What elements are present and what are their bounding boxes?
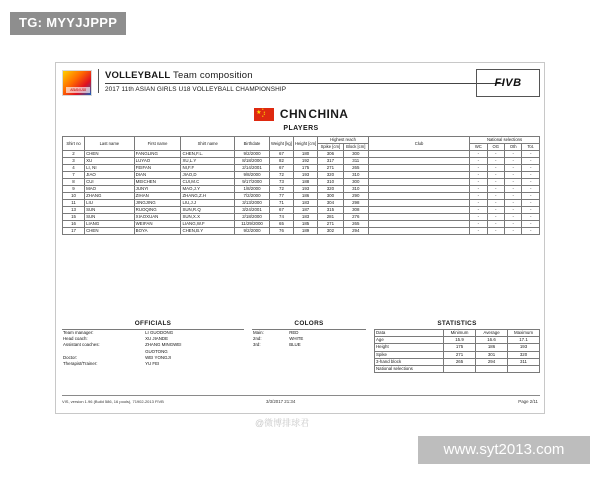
statistics-cell [444,366,476,373]
cell-last-name: MAO [85,186,135,193]
cell-tot: - [522,221,540,228]
statistics-cell [508,366,540,373]
cell-first-name: JINGJING [134,200,181,207]
cell-oth: - [504,186,521,193]
cell-shirt-name: LIANG,W.F [181,221,235,228]
cell-birthdate: 3/13/2000 [235,200,270,207]
cell-spike: 317 [318,158,343,165]
cell-shirt-no: 16 [63,221,85,228]
team-code: CHN [279,107,308,121]
cell-og: - [487,193,504,200]
col-spike: Spike [cm] [318,144,343,151]
cell-block: 300 [343,151,368,158]
cell-block: 310 [343,186,368,193]
cell-last-name: CUI [85,179,135,186]
cell-spike: 304 [318,200,343,207]
cell-height: 185 [293,221,317,228]
statistics-section [374,320,540,373]
table-row [63,200,540,207]
cell-last-name: XU [85,158,135,165]
cell-height: 183 [293,200,317,207]
cell-first-name: FEIFAN [134,165,181,172]
statistics-cell: 186 [476,344,508,351]
cell-shirt-no: 11 [63,200,85,207]
table-row [63,151,540,158]
cell-shirt-no: 7 [63,172,85,179]
cell-first-name: MEICHEN [134,179,181,186]
statistics-column-header: Average [476,330,508,337]
statistics-column-header: Data [375,330,444,337]
official-name-value: XU JIANDE [145,336,169,342]
header-title-main: VOLLEYBALL [105,70,171,81]
statistics-cell: 294 [476,358,508,365]
statistics-cell [476,366,508,373]
statistics-cell: 271 [444,351,476,358]
cell-height: 186 [293,193,317,200]
footer-timestamp: 3/3/2017 21:34 [266,399,296,404]
cell-wc: - [470,172,488,179]
document-header [62,69,540,99]
cell-club [368,186,469,193]
statistics-cell: 301 [476,351,508,358]
cell-shirt-no: 17 [63,228,85,235]
statistics-cell: 320 [508,351,540,358]
cell-wc: - [470,221,488,228]
cell-spike: 306 [318,151,343,158]
url-watermark: www.syt2013.com [418,436,590,464]
color-slot-label: 3rd: [253,342,261,348]
colors-title: COLORS [294,320,324,327]
cell-block: 290 [343,193,368,200]
cell-shirt-name: XU,L.Y [181,158,235,165]
cell-og: - [487,186,504,193]
cell-oth: - [504,179,521,186]
cell-tot: - [522,193,540,200]
players-table-group-header-row [63,137,540,144]
table-row [63,228,540,235]
cell-height: 187 [293,207,317,214]
cell-oth: - [504,151,521,158]
players-table [62,136,540,235]
flag-star-4: ★ [261,115,264,119]
cell-shirt-no: 9 [63,186,85,193]
cell-shirt-name: CHEN,F.L. [181,151,235,158]
cell-shirt-name: LIU,J.J [181,200,235,207]
statistics-cell: 17.1 [508,337,540,344]
cell-wc: - [470,165,488,172]
cell-weight: 71 [269,200,293,207]
cell-spike: 271 [318,221,343,228]
official-name-value: WEI YONGJI [145,354,171,360]
cell-spike: 315 [318,207,343,214]
official-name-value: GUOTONG [145,348,168,354]
cell-tot: - [522,179,540,186]
statistics-cell: 15.9 [444,337,476,344]
cell-height: 180 [293,151,317,158]
cell-club [368,228,469,235]
statistics-row-label: 3-hand block [375,358,444,365]
table-row [375,344,540,351]
cell-block: 276 [343,214,368,221]
cell-club [368,165,469,172]
statistics-cell: 311 [508,358,540,365]
cell-height: 193 [293,186,317,193]
col-shirt-no: Shirt no [63,137,85,151]
cell-shirt-no: 8 [63,179,85,186]
official-name-value: LI GUODONG [145,330,174,335]
header-divider [105,83,503,84]
color-slot-label: 2nd: [253,336,262,342]
cell-first-name: ZIHAN [134,193,181,200]
table-row [375,358,540,365]
cell-og: - [487,158,504,165]
statistics-row-label: Height [375,344,444,351]
cell-birthdate: 8/18/2000 [235,158,270,165]
cell-height: 175 [293,165,317,172]
statistics-table [374,329,540,373]
cell-og: - [487,228,504,235]
statistics-column-header: Minimum [444,330,476,337]
cell-wc: - [470,186,488,193]
list-item [252,342,366,348]
official-role-label: Doctor: [63,354,78,360]
statistics-cell: 16.6 [476,337,508,344]
team-composition-sheet [55,62,545,414]
fivb-logo-box [476,69,540,97]
header-title-line [105,69,502,81]
event-logo-icon [62,70,92,96]
cell-first-name: FANGLING [134,151,181,158]
statistics-title: STATISTICS [437,320,477,327]
cell-oth: - [504,193,521,200]
cell-shirt-no: 2 [63,151,85,158]
players-section-label: PLAYERS [283,125,319,132]
cell-first-name: XIAOXUAN [134,214,181,221]
cell-shirt-name: JIAO,D [181,172,235,179]
cell-wc: - [470,179,488,186]
cell-first-name: BOYA [134,228,181,235]
official-name-value: YU FEI [145,361,160,367]
event-logo-caption: ASIAN U18 [66,87,90,93]
china-flag-icon [254,108,274,121]
cell-last-name: ZHANG [85,193,135,200]
cell-block: 311 [343,158,368,165]
col-height: Height [cm] [293,137,317,151]
statistics-row-label: National selections [375,366,444,373]
cell-spike: 310 [318,179,343,186]
cell-last-name: LIU [85,200,135,207]
cell-club [368,207,469,214]
cell-spike: 302 [318,228,343,235]
cell-last-name: SUN [85,207,135,214]
cell-tot: - [522,158,540,165]
cell-height: 189 [293,228,317,235]
cell-og: - [487,221,504,228]
cell-shirt-name: ZHANG,Z.H [181,193,235,200]
cell-og: - [487,207,504,214]
cell-tot: - [522,186,540,193]
table-row [63,186,540,193]
header-title-sub: Team composition [173,70,253,81]
officials-section [62,320,244,367]
flag-star-2: ★ [263,110,266,114]
col-tot: Tot. [522,144,540,151]
list-item [252,330,366,337]
cell-first-name: RUOQING [134,207,181,214]
officials-title: OFFICIALS [134,320,172,327]
cell-tot: - [522,214,540,221]
cell-birthdate: 1/8/2000 [235,186,270,193]
players-table-body [63,151,540,235]
cell-birthdate: 7/2/2000 [235,193,270,200]
statistics-row-label: Age [375,337,444,344]
table-row [63,207,540,214]
cell-last-name: JIAO [85,172,135,179]
cell-block: 308 [343,207,368,214]
col-group-highest-reach: Highest reach [318,137,369,144]
footer-page-number: Page 2/11 [518,399,538,404]
flag-star-3: ★ [263,113,266,117]
cell-club [368,158,469,165]
cell-oth: - [504,172,521,179]
cell-wc: - [470,158,488,165]
cell-weight: 67 [269,165,293,172]
cell-weight: 65 [269,221,293,228]
table-row [63,172,540,179]
cell-last-name: SUN [85,214,135,221]
table-row [63,179,540,186]
cell-club [368,151,469,158]
cell-first-name: JUNYI [134,186,181,193]
statistics-column-header: Maximum [508,330,540,337]
official-role-label: Assistant coaches: [63,342,100,348]
cell-first-name: LUYAO [134,158,181,165]
table-row [375,337,540,344]
cell-height: 183 [293,214,317,221]
cell-weight: 67 [269,207,293,214]
statistics-cell: 265 [444,358,476,365]
table-row [63,158,540,165]
cell-shirt-name: CHEN,B.Y [181,228,235,235]
col-wc: WC [470,144,488,151]
team-name: CHINA [308,107,349,121]
cell-shirt-no: 13 [63,207,85,214]
official-name-value: ZHANG MINGWEI [145,342,182,348]
cell-oth: - [504,165,521,172]
cell-weight: 82 [269,158,293,165]
color-value: BLUE [289,342,301,348]
cell-og: - [487,179,504,186]
cell-last-name: LI, NI [85,165,135,172]
cell-height: 193 [293,172,317,179]
cell-wc: - [470,193,488,200]
cell-shirt-name: NI,F.F [181,165,235,172]
header-event-name: 2017 11th ASIAN GIRLS U18 VOLLEYBALL CHAMPIONSHIP [105,86,287,93]
fivb-logo: FIVB [494,77,522,89]
color-slot-label: Main: [253,330,264,335]
tg-watermark-badge: TG: MYYJJPPP [10,12,126,35]
flag-star-1: ★ [261,108,264,111]
colors-table [252,329,366,349]
cell-oth: - [504,158,521,165]
cell-club [368,200,469,207]
table-row [63,221,540,228]
col-shirt-name: Shirt name [181,137,235,151]
cell-weight: 72 [269,186,293,193]
cell-last-name: CHEN [85,228,135,235]
team-identity [56,107,546,121]
col-oth: Oth [504,144,521,151]
cell-last-name: CHEN [85,151,135,158]
cell-shirt-name: SUN,R.Q [181,207,235,214]
cell-weight: 73 [269,179,293,186]
col-weight: Weight [kg] [269,137,293,151]
cell-first-name: WEIFAN [134,221,181,228]
cell-oth: - [504,221,521,228]
flag-star-large: ★ [256,110,262,116]
cell-spike: 271 [318,165,343,172]
cell-birthdate: 9/8/2000 [235,172,270,179]
official-role-label: Head coach: [63,336,88,342]
cell-club [368,221,469,228]
cell-weight: 72 [269,172,293,179]
cell-oth: - [504,228,521,235]
cell-club [368,172,469,179]
col-club: Club [368,137,469,151]
cell-wc: - [470,214,488,221]
col-group-national-selections: National selections [470,137,540,144]
cell-wc: - [470,151,488,158]
cell-tot: - [522,165,540,172]
cell-weight: 67 [269,151,293,158]
cell-og: - [487,214,504,221]
table-row [63,214,540,221]
statistics-cell: 193 [508,344,540,351]
cell-weight: 74 [269,214,293,221]
official-role-label: Team manager: [63,330,94,335]
cell-block: 310 [343,172,368,179]
table-row [63,193,540,200]
cell-weight: 77 [269,193,293,200]
cell-shirt-no: 4 [63,165,85,172]
table-row [375,351,540,358]
official-role-label: Therapist/Trainer: [63,361,98,367]
cell-tot: - [522,207,540,214]
cell-og: - [487,151,504,158]
statistics-header-row [375,330,540,337]
col-og: OG [487,144,504,151]
cell-tot: - [522,200,540,207]
statistics-row-label: Spike [375,351,444,358]
col-block: Block [cm] [343,144,368,151]
cell-club [368,214,469,221]
cell-block: 265 [343,221,368,228]
cell-block: 300 [343,179,368,186]
cell-spike: 281 [318,214,343,221]
cell-birthdate: 9/2/2000 [235,228,270,235]
footer-divider [62,395,540,396]
cell-og: - [487,200,504,207]
table-row [375,366,540,373]
table-row [63,165,540,172]
colors-section [252,320,366,349]
cell-spike: 320 [318,172,343,179]
cell-birthdate: 9/17/2000 [235,179,270,186]
cell-height: 192 [293,158,317,165]
cell-club [368,193,469,200]
footer-version: VIS, version 1.96 (Build 586, 16 pools), 71902-2013 FIVB [62,399,164,404]
cell-first-name: DIAN [134,172,181,179]
color-value: RED [289,330,299,335]
cell-weight: 76 [269,228,293,235]
cell-birthdate: 9/2/2000 [235,151,270,158]
col-first-name: First name [134,137,181,151]
cell-og: - [487,165,504,172]
cell-birthdate: 2/14/2001 [235,165,270,172]
cell-wc: - [470,200,488,207]
col-birthdate: Birthdate [235,137,270,151]
cell-club [368,179,469,186]
cell-spike: 320 [318,186,343,193]
cell-shirt-no: 3 [63,158,85,165]
cell-tot: - [522,151,540,158]
cell-block: 265 [343,165,368,172]
cell-block: 298 [343,200,368,207]
header-title-block [98,69,502,93]
cell-birthdate: 2/18/2000 [235,214,270,221]
cell-shirt-name: SUN,X.X [181,214,235,221]
cell-block: 294 [343,228,368,235]
cell-wc: - [470,228,488,235]
statistics-cell: 175 [444,344,476,351]
list-item [62,361,244,367]
cell-oth: - [504,207,521,214]
cell-oth: - [504,214,521,221]
list-item [62,330,244,337]
col-last-name: Last name [85,137,135,151]
officials-table [62,329,244,367]
cell-shirt-no: 15 [63,214,85,221]
cell-birthdate: 11/29/2000 [235,221,270,228]
weibo-watermark: @微博排球君 [255,418,310,428]
cell-shirt-no: 10 [63,193,85,200]
cell-birthdate: 3/24/2001 [235,207,270,214]
color-value: WHITE [289,336,304,342]
cell-og: - [487,172,504,179]
cell-shirt-name: MAO,J.Y [181,186,235,193]
cell-last-name: LIANG [85,221,135,228]
cell-spike: 300 [318,193,343,200]
cell-tot: - [522,228,540,235]
cell-tot: - [522,172,540,179]
cell-shirt-name: CUI,M.C [181,179,235,186]
cell-height: 188 [293,179,317,186]
cell-wc: - [470,207,488,214]
cell-oth: - [504,200,521,207]
